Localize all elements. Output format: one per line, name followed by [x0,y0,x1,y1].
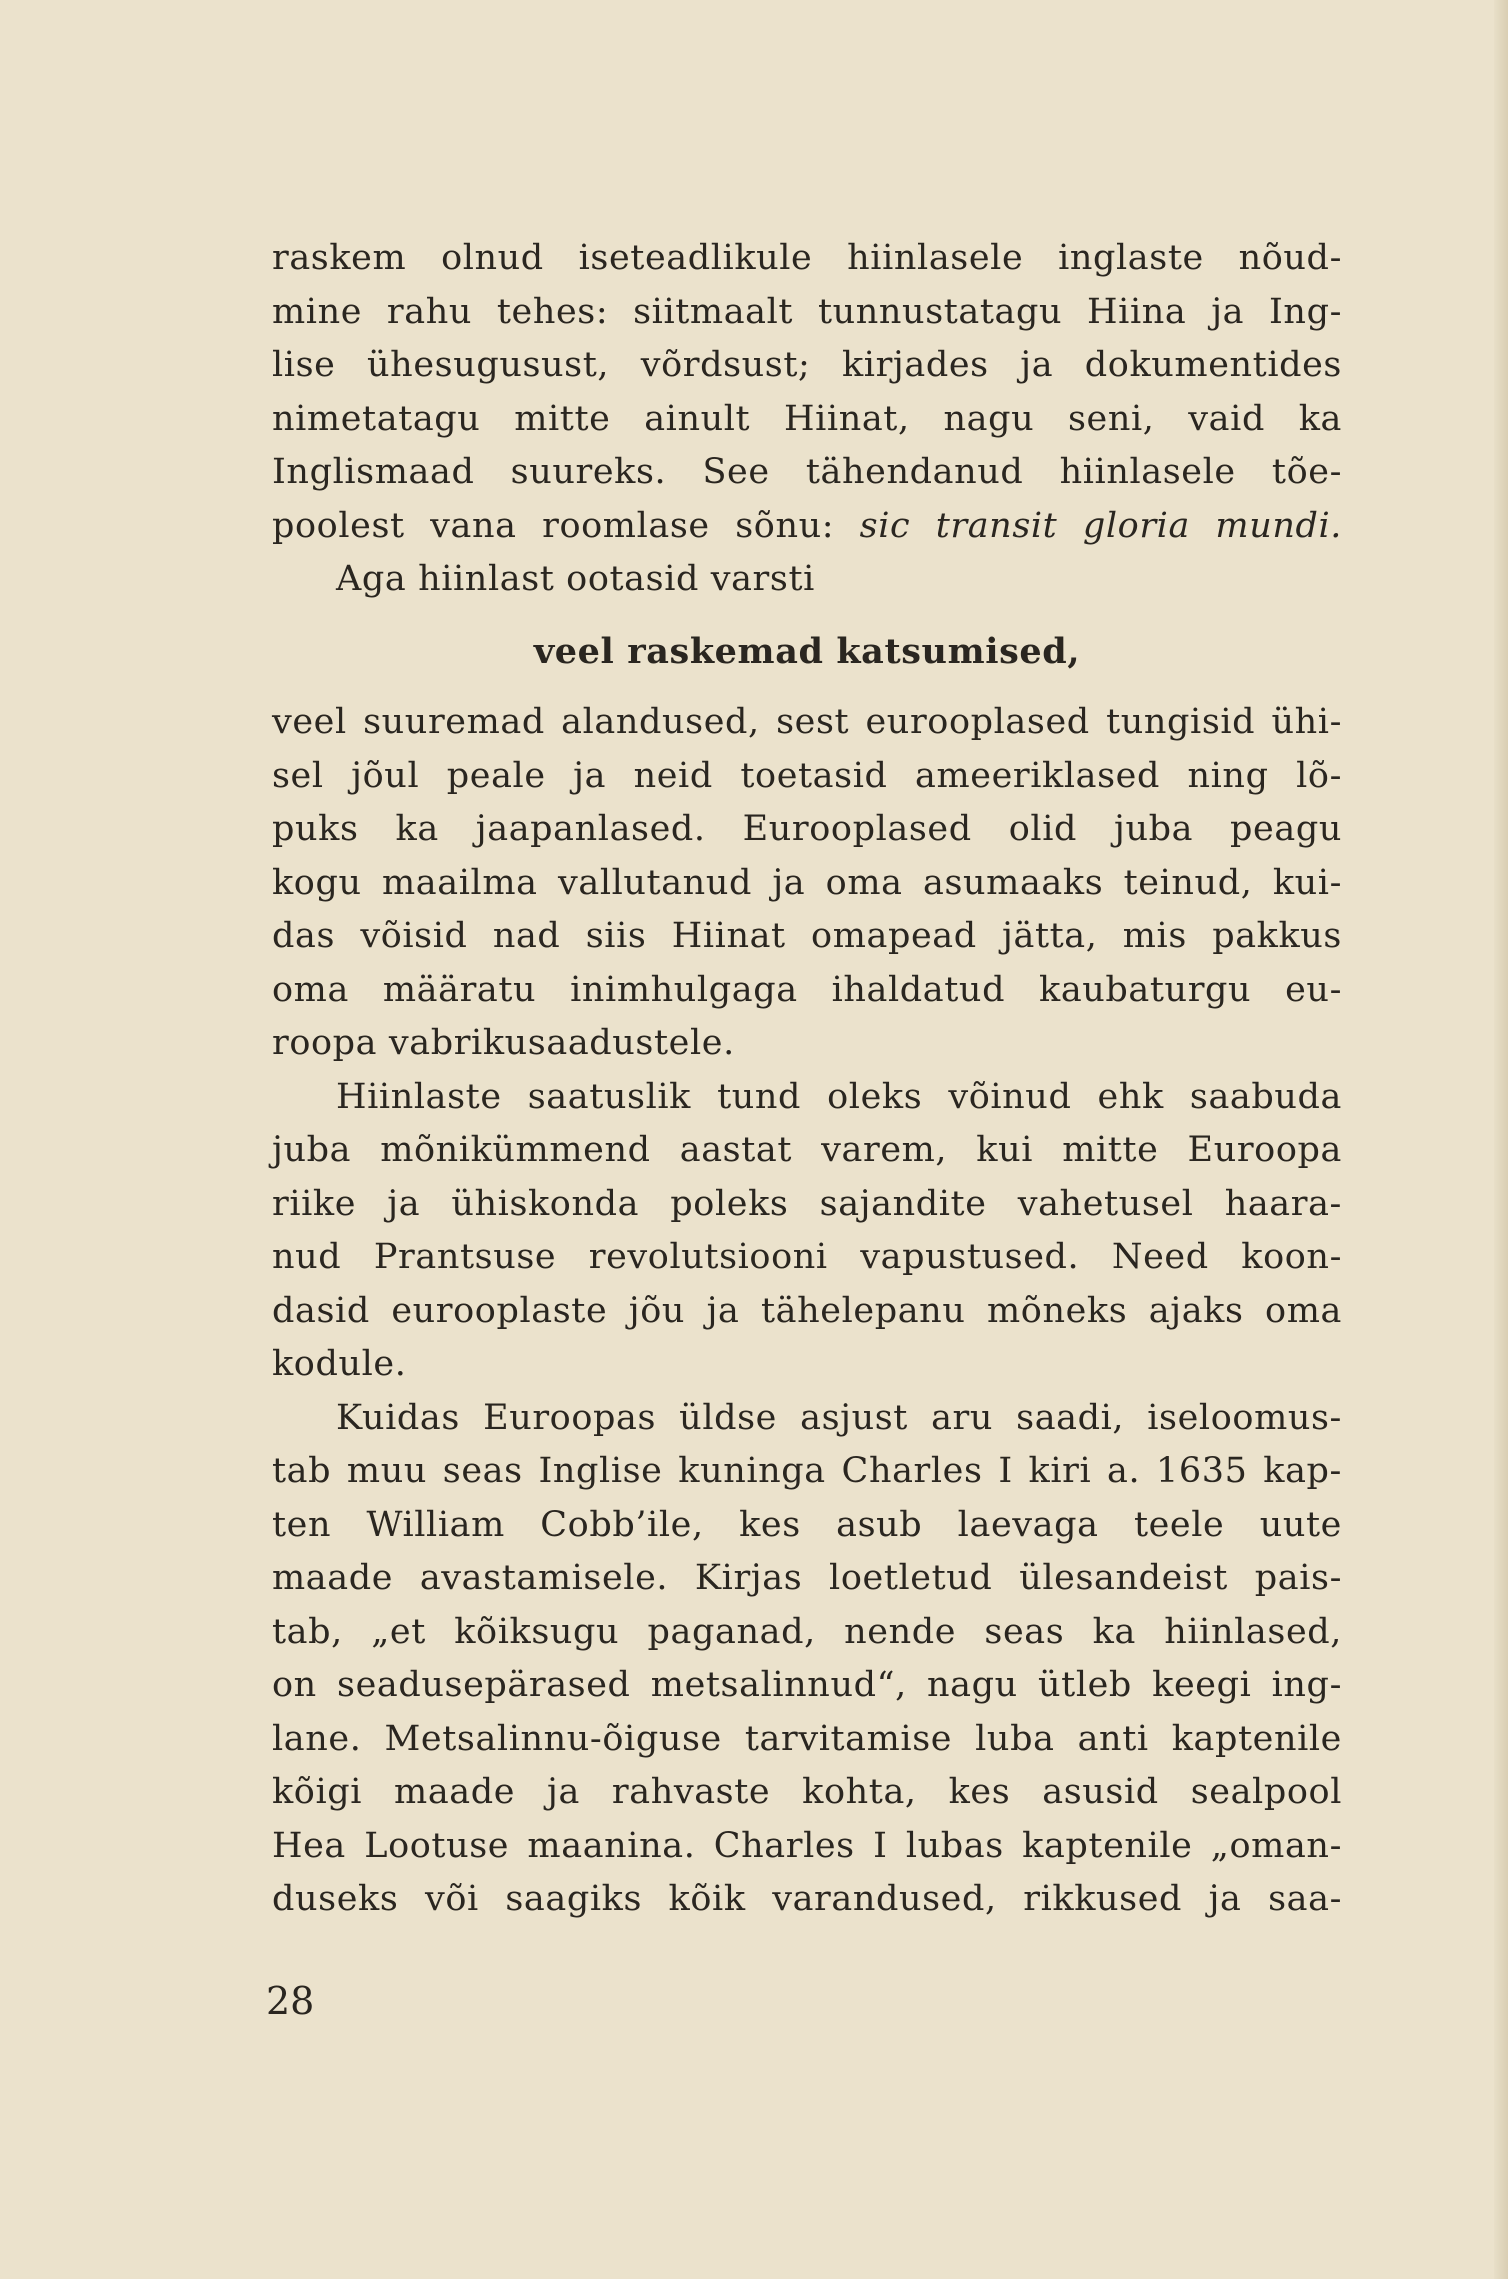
text-line: lise ühesugusust, võrdsust; kirjades ja dokumentides [272,345,1342,385]
text-line: kõigi maade ja rahvaste kohta, kes asusid sealpool [272,1772,1342,1812]
text-line: Aga hiinlast ootasid varsti [336,559,815,599]
centered-emphasis-line: veel raskemad katsumised, [533,630,1081,672]
text-line: Inglismaad suureks. See tähendanud hiinlasele tõe- [272,452,1342,492]
text-line: juba mõnikümmend aastat varem, kui mitte Euroopa [272,1130,1342,1170]
text-line: puks ka jaapanlased. Eurooplased olid juba peagu [272,809,1342,849]
text-line: roopa vabrikusaadustele. [272,1023,735,1063]
text-line: lane. Metsalinnu-õiguse tarvitamise luba anti kaptenile [272,1718,1342,1759]
text-line: dasid eurooplaste jõu ja tähelepanu mõneks ajaks oma [272,1290,1342,1331]
text-line: kodule. [272,1344,407,1384]
text-line-with-italic [272,500,1342,554]
latin-phrase: sic transit gloria mundi. [859,505,1343,546]
text-span: poolest vana roomlase sõnu: [272,505,860,546]
text-line: nud Prantsuse revolutsiooni vapustused. Need koon- [272,1237,1342,1277]
text-line: Hea Lootuse maanina. Charles I lubas kaptenile „oman- [272,1825,1342,1866]
text-line: riike ja ühiskonda poleks sajandite vahetusel haara- [272,1183,1342,1224]
text-line: on seadusepärased metsalinnud“, nagu ütleb keegi ing- [272,1665,1342,1705]
page-edge [1494,0,1508,2279]
text-line: nimetatagu mitte ainult Hiinat, nagu seni, vaid ka [272,398,1342,439]
text-line: tab, „et kõiksugu paganad, nende seas ka hiinlased, [272,1611,1342,1652]
text-line: kogu maailma vallutanud ja oma asumaaks teinud, kui- [272,862,1342,903]
text-line: tab muu seas Inglise kuninga Charles I kiri a. 1635 kap- [272,1451,1342,1491]
text-line: maade avastamisele. Kirjas loetletud ülesandeist pais- [272,1558,1342,1598]
body-text [272,232,1342,1927]
page-number: 28 [266,1979,315,2023]
text-line: veel suuremad alandused, sest eurooplased tungisid ühi- [272,702,1342,742]
text-line: duseks või saagiks kõik varandused, rikkused ja saa- [272,1879,1342,1919]
text-line: oma määratu inimhulgaga ihaldatud kaubaturgu eu- [272,969,1342,1010]
text-line: das võisid nad siis Hiinat omapead jätta, mis pakkus [272,916,1342,956]
text-line: raskem olnud iseteadlikule hiinlasele inglaste nõud- [272,238,1342,278]
text-line: sel jõul peale ja neid toetasid ameeriklased ning lõ- [272,755,1342,796]
text-line: mine rahu tehes: siitmaalt tunnustatagu Hiina ja Ing- [272,291,1342,332]
text-line: Hiinlaste saatuslik tund oleks võinud ehk saabuda [336,1076,1342,1117]
text-line: ten William Cobb’ile, kes asub laevaga teele uute [272,1504,1342,1545]
text-line: Kuidas Euroopas üldse asjust aru saadi, iseloomus- [336,1397,1342,1438]
